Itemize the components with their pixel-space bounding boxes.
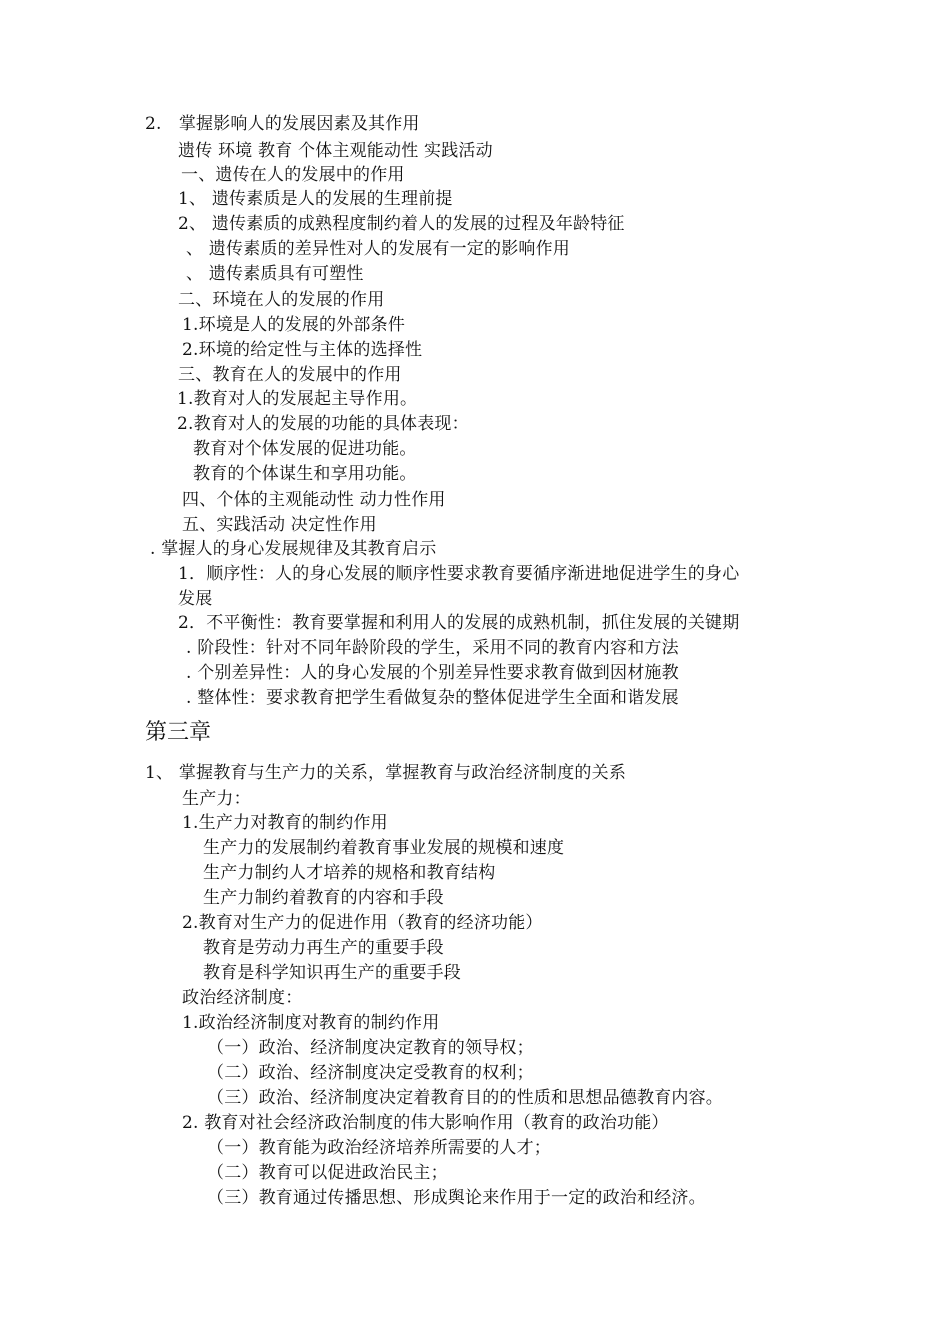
environment-title: 二、环境在人的发展的作用 <box>178 290 385 310</box>
political-subpoint: （一）教育能为政治经济培养所需要的人才； <box>207 1138 551 1158</box>
political-subpoint: （二）政治、经济制度决定受教育的权利； <box>207 1063 534 1083</box>
productivity-subpoint: 教育是劳动力再生产的重要手段 <box>203 938 444 958</box>
productivity-subpoint: 生产力的发展制约着教育事业发展的规模和速度 <box>203 838 565 858</box>
heredity-item: 、 遗传素质具有可塑性 <box>186 264 364 284</box>
section-3-title: . 掌握人的身心发展规律及其教育启示 <box>150 539 437 559</box>
political-subpoint: （三）政治、经济制度决定着教育目的的性质和思想品德教育内容。 <box>207 1088 723 1108</box>
agency-line: 四、个体的主观能动性 动力性作用 <box>182 490 446 510</box>
heredity-title: 一、遗传在人的发展中的作用 <box>181 165 405 185</box>
law-item: . 整体性：要求教育把学生看做复杂的整体促进学生全面和谐发展 <box>186 688 679 708</box>
law-item: 2．不平衡性：教育要掌握和利用人的发展的成熟机制，抓住发展的关键期 <box>178 613 740 633</box>
education-title: 三、教育在人的发展中的作用 <box>178 365 402 385</box>
factors-line: 遗传 环境 教育 个体主观能动性 实践活动 <box>178 141 493 161</box>
political-label: 政治经济制度： <box>182 988 303 1008</box>
political-subpoint: （三）教育通过传播思想、形成舆论来作用于一定的政治和经济。 <box>207 1188 706 1208</box>
productivity-point: 1.生产力对教育的制约作用 <box>182 813 388 833</box>
heredity-item: 1、 遗传素质是人的发展的生理前提 <box>178 189 453 209</box>
environment-item: 1.环境是人的发展的外部条件 <box>182 315 406 335</box>
education-subitem: 教育的个体谋生和享用功能。 <box>193 464 417 484</box>
question-1-title: 1、 掌握教育与生产力的关系，掌握教育与政治经济制度的关系 <box>145 763 627 783</box>
productivity-subpoint: 生产力制约着教育的内容和手段 <box>203 888 444 908</box>
law-item: 1．顺序性：人的身心发展的顺序性要求教育要循序渐进地促进学生的身心 <box>178 564 740 584</box>
education-item: 2.教育对人的发展的功能的具体表现： <box>177 414 469 434</box>
political-point: 1.政治经济制度对教育的制约作用 <box>182 1013 440 1033</box>
productivity-label: 生产力： <box>182 789 251 809</box>
political-subpoint: （二）教育可以促进政治民主； <box>207 1163 448 1183</box>
heredity-item: 、 遗传素质的差异性对人的发展有一定的影响作用 <box>186 239 571 259</box>
chapter-3-heading: 第三章 <box>145 720 212 745</box>
political-subpoint: （一）政治、经济制度决定教育的领导权； <box>207 1038 534 1058</box>
section-2-title: 2. 掌握影响人的发展因素及其作用 <box>145 114 420 134</box>
environment-item: 2.环境的给定性与主体的选择性 <box>182 340 423 360</box>
heredity-item: 2、 遗传素质的成熟程度制约着人的发展的过程及年龄特征 <box>178 214 625 234</box>
productivity-subpoint: 生产力制约人才培养的规格和教育结构 <box>203 863 496 883</box>
education-item: 1.教育对人的发展起主导作用。 <box>177 389 418 409</box>
productivity-subpoint: 教育是科学知识再生产的重要手段 <box>203 963 461 983</box>
law-item: . 阶段性：针对不同年龄阶段的学生，采用不同的教育内容和方法 <box>186 638 679 658</box>
education-subitem: 教育对个体发展的促进功能。 <box>193 439 417 459</box>
law-item-continuation: 发展 <box>178 589 213 609</box>
productivity-point: 2.教育对生产力的促进作用（教育的经济功能） <box>182 913 543 933</box>
practice-line: 五、实践活动 决定性作用 <box>182 515 377 535</box>
law-item: . 个别差异性：人的身心发展的个别差异性要求教育做到因材施教 <box>186 663 679 683</box>
political-point: 2. 教育对社会经济政治制度的伟大影响作用（教育的政治功能） <box>182 1113 669 1133</box>
